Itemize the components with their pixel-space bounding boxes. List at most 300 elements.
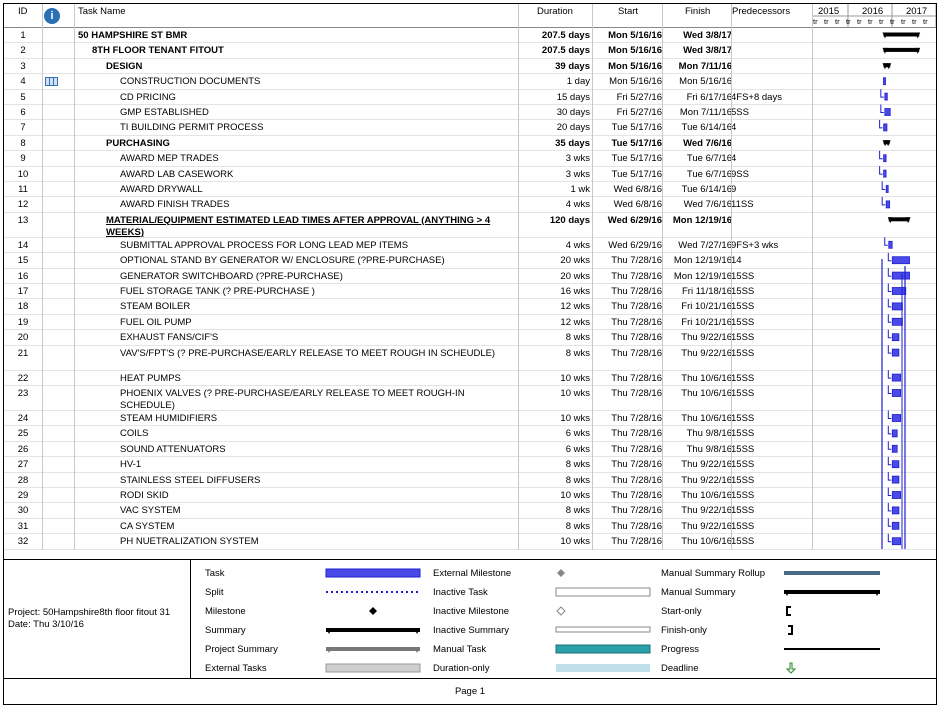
task-duration: 35 days: [555, 137, 590, 149]
task-duration: 8 wks: [565, 332, 590, 344]
task-finish: Thu 10/6/16: [681, 413, 732, 424]
task-name: GENERATOR SWITCHBOARD (?PRE-PURCHASE): [120, 270, 343, 282]
task-finish: Thu 9/22/16: [681, 505, 732, 517]
task-id: 5: [20, 91, 26, 103]
table-row[interactable]: [4, 411, 936, 426]
task-finish: Mon 12/19/16: [672, 214, 732, 226]
table-row[interactable]: [4, 442, 936, 457]
task-duration: 20 wks: [560, 255, 590, 267]
header-id: ID: [18, 6, 28, 17]
project-summary-legend-symbol: [326, 647, 420, 651]
task-start: Thu 7/28/16: [611, 255, 662, 267]
milestone-legend-symbol: [369, 607, 377, 615]
table-row[interactable]: [4, 197, 936, 212]
task-duration: 10 wks: [560, 372, 590, 384]
task-id: 18: [17, 301, 29, 313]
task-bar: [884, 78, 886, 85]
task-name: SUBMITTAL APPROVAL PROCESS FOR LONG LEAD MEP ITEMS: [120, 239, 409, 251]
legend-label: Project Summary: [205, 644, 278, 655]
task-name: AWARD LAB CASEWORK: [120, 168, 234, 180]
task-finish: Tue 6/14/16: [681, 184, 732, 195]
task-bar: [892, 430, 897, 437]
task-predecessors: 4: [731, 122, 737, 134]
task-name: DESIGN: [106, 60, 143, 72]
task-predecessors: 4FS+8 days: [731, 91, 782, 103]
table-row[interactable]: [4, 90, 936, 105]
task-predecessors: 15SS: [731, 413, 755, 424]
task-start: Fri 5/27/16: [616, 91, 662, 103]
table-row[interactable]: [4, 182, 936, 197]
task-finish: Wed 7/6/16: [683, 199, 732, 211]
task-duration: 10 wks: [560, 536, 590, 548]
task-id: 31: [17, 520, 29, 532]
task-name: COILS: [120, 428, 149, 440]
dependency-arrow: [888, 386, 891, 394]
table-row[interactable]: [4, 346, 936, 371]
task-bar: [885, 109, 890, 116]
legend-label: Deadline: [661, 663, 699, 674]
task-bar: [892, 272, 909, 279]
dependency-arrow: [888, 488, 891, 496]
task-predecessors: 15SS: [731, 270, 755, 282]
task-start: Thu 7/28/16: [611, 388, 662, 399]
timeline-quarter-label: tr: [923, 17, 928, 26]
gantt-timeline: [812, 4, 936, 549]
task-id: 15: [17, 255, 29, 267]
task-predecessors: 9FS+3 wks: [731, 239, 779, 251]
task-finish: Thu 9/22/16: [681, 474, 732, 486]
dependency-arrow: [882, 197, 885, 205]
legend-label: Progress: [661, 644, 700, 655]
task-id: 20: [17, 332, 29, 344]
task-name: EXHAUST FANS/CIF'S: [120, 332, 219, 344]
legend-label: Summary: [205, 625, 246, 636]
task-name: AWARD DRYWALL: [120, 184, 203, 195]
task-finish: Fri 11/18/16: [682, 286, 732, 297]
task-id: 6: [20, 107, 26, 118]
task-finish: Wed 7/6/16: [683, 137, 732, 149]
task-duration: 39 days: [555, 60, 590, 72]
task-start: Thu 7/28/16: [611, 505, 662, 517]
task-finish: Wed 3/8/17: [683, 30, 732, 41]
task-id: 12: [17, 199, 29, 211]
task-finish: Wed 3/8/17: [683, 45, 732, 57]
task-start: Thu 7/28/16: [611, 474, 662, 486]
table-row[interactable]: [4, 503, 936, 518]
task-id: 16: [17, 270, 29, 282]
task-duration: 3 wks: [565, 168, 590, 180]
task-name: AWARD MEP TRADES: [120, 153, 219, 165]
timeline-year-label: 2015: [818, 6, 840, 17]
task-start: Thu 7/28/16: [611, 372, 662, 384]
task-id: 29: [17, 490, 29, 501]
task-id: 23: [17, 388, 29, 399]
task-predecessors: 15SS: [731, 388, 755, 399]
column-divider: [518, 4, 519, 550]
task-bar: [892, 318, 902, 325]
timeline-year-label: 2017: [906, 6, 928, 17]
timeline-quarter-label: tr: [890, 17, 895, 26]
task-id: 30: [17, 505, 29, 517]
task-finish: Fri 10/21/16: [681, 301, 732, 313]
task-name: 8TH FLOOR TENANT FITOUT: [92, 45, 224, 57]
legend-label: Manual Task: [433, 644, 487, 655]
task-name: STEAM HUMIDIFIERS: [120, 413, 218, 424]
task-predecessors: 15SS: [731, 316, 755, 328]
task-duration: 6 wks: [565, 443, 590, 455]
table-header: [4, 4, 936, 28]
dependency-arrow: [888, 534, 891, 542]
column-divider: [731, 4, 732, 550]
task-duration: 16 wks: [560, 286, 590, 297]
legend-label: Inactive Task: [433, 587, 488, 598]
task-duration: 120 days: [549, 214, 590, 226]
table-row[interactable]: [4, 488, 936, 503]
external-tasks-legend-symbol: [326, 664, 420, 672]
task-duration: 20 wks: [560, 270, 590, 282]
table-row[interactable]: [4, 213, 936, 238]
timeline-year-label: 2016: [862, 6, 884, 17]
task-start: Thu 7/28/16: [611, 520, 662, 532]
table-row[interactable]: [4, 105, 936, 120]
table-row[interactable]: [4, 253, 936, 268]
dependency-arrow: [888, 299, 891, 307]
task-duration: 8 wks: [565, 520, 590, 532]
task-start: Thu 7/28/16: [611, 347, 662, 359]
task-name: PURCHASING: [106, 137, 170, 149]
task-duration: 8 wks: [565, 347, 590, 359]
task-bar: [886, 201, 889, 208]
task-predecessors: 15SS: [731, 443, 755, 455]
task-bar: [892, 374, 900, 381]
task-duration: 8 wks: [565, 505, 590, 517]
table-row[interactable]: [4, 386, 936, 411]
task-finish: Thu 9/22/16: [681, 459, 732, 471]
task-predecessors: 15SS: [731, 520, 755, 532]
dependency-arrow: [880, 166, 883, 174]
task-duration: 10 wks: [560, 413, 590, 424]
task-predecessors: 15SS: [731, 459, 755, 471]
task-id: 26: [17, 443, 29, 455]
task-bar: [892, 390, 900, 397]
duration-only-legend-symbol: [556, 664, 650, 672]
project-name: Project: 50Hampshire8th floor fitout 31: [8, 607, 171, 618]
calendar-grid-icon: [45, 77, 58, 86]
task-duration: 8 wks: [565, 474, 590, 486]
dependency-arrow: [882, 182, 885, 190]
task-start: Mon 5/16/16: [608, 30, 662, 41]
task-id: 9: [20, 153, 26, 165]
task-bar: [886, 186, 888, 193]
task-finish: Thu 9/22/16: [681, 347, 732, 359]
task-bar: [884, 170, 886, 177]
task-name: FUEL STORAGE TANK (? PRE-PURCHASE ): [120, 286, 315, 297]
task-bar: [884, 124, 887, 131]
task-start: Wed 6/29/16: [607, 214, 662, 226]
dependency-arrow: [888, 503, 891, 511]
legend-label: Split: [205, 587, 224, 598]
table-row[interactable]: [4, 136, 936, 151]
task-predecessors: 15SS: [731, 428, 755, 440]
column-divider: [662, 4, 663, 550]
task-duration: 8 wks: [565, 459, 590, 471]
task-id: 7: [20, 122, 26, 134]
task-predecessors: 15SS: [731, 347, 755, 359]
task-id: 27: [17, 459, 29, 471]
summary-bar: [884, 33, 920, 37]
task-bar: [892, 334, 899, 341]
external-milestone-legend-symbol: [557, 569, 565, 577]
timeline-quarter-label: tr: [857, 17, 862, 26]
dependency-arrow: [888, 441, 891, 449]
task-id: 2: [20, 45, 26, 57]
task-id: 22: [17, 372, 29, 384]
task-name: STEAM BOILER: [120, 301, 191, 313]
table-row[interactable]: [4, 28, 936, 43]
task-name: FUEL OIL PUMP: [120, 316, 192, 328]
task-bar: [892, 349, 899, 356]
task-id: 19: [17, 316, 29, 328]
task-id: 21: [17, 347, 29, 359]
task-start: Tue 5/17/16: [611, 168, 662, 180]
task-finish: Tue 6/7/16: [686, 168, 732, 180]
task-predecessors: 9: [731, 184, 737, 195]
table-row[interactable]: [4, 299, 936, 314]
task-bar: [885, 93, 887, 100]
dependency-arrow: [885, 237, 888, 245]
table-row[interactable]: [4, 473, 936, 488]
column-divider: [42, 4, 43, 550]
task-duration: 1 wk: [570, 184, 590, 195]
task-finish: Tue 6/7/16: [686, 153, 732, 165]
table-row[interactable]: [4, 74, 936, 89]
task-name: STAINLESS STEEL DIFFUSERS: [120, 474, 261, 486]
timeline-quarter-label: tr: [846, 17, 851, 26]
table-row[interactable]: [4, 371, 936, 386]
task-start: Fri 5/27/16: [616, 107, 662, 118]
task-start: Tue 5/17/16: [611, 153, 662, 165]
task-start: Wed 6/29/16: [608, 239, 662, 251]
task-name: CD PRICING: [120, 91, 176, 103]
task-predecessors: 15SS: [731, 474, 755, 486]
timeline-quarter-label: tr: [835, 17, 840, 26]
task-bar: [892, 303, 902, 310]
task-name: 50 HAMPSHIRE ST BMR: [78, 30, 188, 41]
timeline-quarter-label: tr: [813, 17, 818, 26]
task-id: 10: [17, 168, 29, 180]
task-duration: 20 days: [556, 122, 590, 134]
legend-label: External Milestone: [433, 568, 512, 579]
task-finish: Mon 5/16/16: [679, 76, 732, 88]
dependency-arrow: [888, 314, 891, 322]
task-finish: Thu 9/8/16: [686, 443, 732, 455]
task-start: Thu 7/28/16: [611, 490, 662, 501]
dependency-arrow: [888, 345, 891, 353]
legend-label: Duration-only: [433, 663, 490, 674]
task-bar: [889, 241, 892, 248]
task-predecessors: 15SS: [731, 536, 755, 548]
table-row[interactable]: [4, 151, 936, 166]
task-id: 8: [20, 137, 26, 149]
task-start: Thu 7/28/16: [611, 286, 662, 297]
task-predecessors: 15SS: [731, 372, 755, 384]
task-duration: 10 wks: [560, 388, 590, 399]
task-predecessors: 11SS: [731, 199, 754, 211]
task-name: TI BUILDING PERMIT PROCESS: [120, 122, 264, 134]
task-finish: Fri 6/17/16: [686, 91, 732, 103]
column-divider: [592, 4, 593, 550]
inactive-summary-legend-symbol: [556, 627, 650, 632]
legend-label: Inactive Summary: [433, 625, 510, 636]
task-finish: Thu 10/6/16: [681, 536, 732, 548]
column-divider: [812, 4, 813, 550]
table-row[interactable]: [4, 238, 936, 253]
task-id: 28: [17, 474, 29, 486]
dependency-arrow: [888, 426, 891, 434]
task-duration: 4 wks: [565, 199, 590, 211]
dependency-arrow: [888, 268, 891, 276]
legend-label: External Tasks: [205, 663, 267, 674]
inactive-milestone-legend-symbol: [557, 607, 565, 615]
manual-summary-rollup-legend-symbol: [784, 571, 880, 575]
task-start: Wed 6/8/16: [613, 199, 662, 211]
task-predecessors: 15SS: [731, 301, 755, 313]
task-finish: Thu 10/6/16: [681, 388, 732, 399]
task-name: CA SYSTEM: [120, 520, 175, 532]
legend-label: Manual Summary: [661, 587, 736, 598]
dependency-arrow: [888, 472, 891, 480]
table-row[interactable]: [4, 43, 936, 58]
task-name: CONSTRUCTION DOCUMENTS: [120, 76, 261, 88]
task-duration: 6 wks: [565, 428, 590, 440]
dependency-arrow: [888, 411, 891, 419]
task-start: Thu 7/28/16: [611, 332, 662, 344]
task-duration: 207.5 days: [541, 45, 590, 57]
task-name: PH NUETRALIZATION SYSTEM: [120, 536, 259, 548]
task-start: Thu 7/28/16: [611, 536, 662, 548]
task-predecessors: 15SS: [731, 505, 755, 517]
task-bar: [892, 522, 899, 529]
task-name: RODI SKID: [120, 490, 169, 501]
table-row[interactable]: [4, 59, 936, 74]
dependency-arrow: [888, 518, 891, 526]
task-name: HV-1: [120, 459, 142, 471]
task-finish: Mon 7/11/16: [679, 107, 732, 118]
task-start: Thu 7/28/16: [611, 316, 662, 328]
task-start: Mon 5/16/16: [609, 76, 662, 88]
task-finish: Thu 9/8/16: [686, 428, 732, 440]
task-finish: Mon 7/11/16: [678, 60, 732, 72]
task-finish: Tue 6/14/16: [681, 122, 732, 134]
task-id: 13: [17, 214, 29, 226]
task-start: Thu 7/28/16: [611, 443, 662, 455]
task-predecessors: 15SS: [731, 490, 755, 501]
header-task-name: Task Name: [78, 6, 126, 17]
project-date: Date: Thu 3/10/16: [8, 619, 84, 630]
table-row[interactable]: [4, 120, 936, 135]
task-predecessors: 9SS: [731, 168, 749, 180]
table-row[interactable]: [4, 330, 936, 345]
table-row[interactable]: [4, 284, 936, 299]
timeline-quarter-label: tr: [901, 17, 906, 26]
table-row[interactable]: [4, 269, 936, 284]
manual-task-legend-symbol: [556, 645, 650, 653]
task-id: 11: [18, 184, 28, 195]
task-start: Mon 5/16/16: [608, 60, 662, 72]
dependency-arrow: [888, 370, 891, 378]
dependency-arrow: [888, 457, 891, 465]
task-duration: 12 wks: [560, 301, 590, 313]
timeline-quarter-label: tr: [868, 17, 873, 26]
legend-label: Finish-only: [661, 625, 707, 636]
legend-label: Task: [205, 568, 225, 579]
task-id: 14: [17, 239, 29, 251]
task-id: 24: [17, 413, 29, 424]
task-start: Tue 5/17/16: [611, 122, 662, 134]
table-row[interactable]: [4, 167, 936, 182]
task-predecessors: 5SS: [731, 107, 749, 118]
task-id: 3: [20, 60, 26, 72]
task-name: VAV'S/FPT'S (? PRE-PURCHASE/EARLY RELEASE TO MEET ROUGH IN SCHEUDLE): [120, 347, 496, 359]
task-duration: 3 wks: [565, 153, 590, 165]
task-name: VAC SYSTEM: [120, 505, 181, 517]
task-duration: 12 wks: [560, 316, 590, 328]
task-finish: Wed 7/27/16: [678, 239, 732, 251]
task-bar: [892, 461, 899, 468]
task-finish: Thu 9/22/16: [681, 520, 732, 532]
task-duration: 207.5 days: [541, 30, 590, 41]
start-only-legend-symbol: [787, 607, 791, 615]
task-bar: [892, 288, 905, 295]
task-bar: [892, 257, 909, 264]
task-finish: Thu 10/6/16: [681, 490, 732, 501]
task-bar: [892, 415, 900, 422]
table-row[interactable]: [4, 519, 936, 534]
task-predecessors: 4: [731, 153, 737, 165]
task-name: GMP ESTABLISHED: [120, 107, 209, 118]
task-start: Thu 7/28/16: [611, 428, 662, 440]
task-start: Mon 5/16/16: [608, 45, 662, 57]
deadline-arrow-icon: [787, 663, 795, 673]
table-row[interactable]: [4, 426, 936, 441]
task-start: Thu 7/28/16: [611, 413, 662, 424]
page-footer: Page 1: [454, 686, 486, 697]
task-start: Tue 5/17/16: [611, 137, 662, 149]
summary-legend-symbol: [326, 628, 420, 632]
legend-label: Inactive Milestone: [433, 606, 510, 617]
task-duration: 1 day: [566, 76, 590, 88]
timeline-quarter-label: tr: [824, 17, 829, 26]
header-finish: Finish: [685, 6, 711, 17]
task-bar: [892, 445, 897, 452]
task-duration: 10 wks: [560, 490, 590, 501]
timeline-quarter-label: tr: [912, 17, 917, 26]
table-row[interactable]: [4, 534, 936, 549]
table-row[interactable]: [4, 457, 936, 472]
task-finish: Thu 9/22/16: [681, 332, 732, 344]
table-row[interactable]: [4, 315, 936, 330]
task-duration: 4 wks: [565, 239, 590, 251]
dependency-arrow: [881, 105, 884, 113]
task-name: PHOENIX VALVES (? PRE-PURCHASE/EARLY RELEASE TO MEET ROUGH-IN SCHEDULE): [120, 388, 465, 411]
task-predecessors: 15SS: [731, 286, 755, 297]
finish-only-legend-symbol: [788, 626, 792, 634]
task-predecessors: 14: [731, 255, 742, 267]
task-predecessors: 15SS: [731, 332, 755, 344]
header-duration: Duration: [537, 6, 573, 17]
task-start: Wed 6/8/16: [613, 184, 662, 195]
info-icon: i: [44, 8, 60, 24]
